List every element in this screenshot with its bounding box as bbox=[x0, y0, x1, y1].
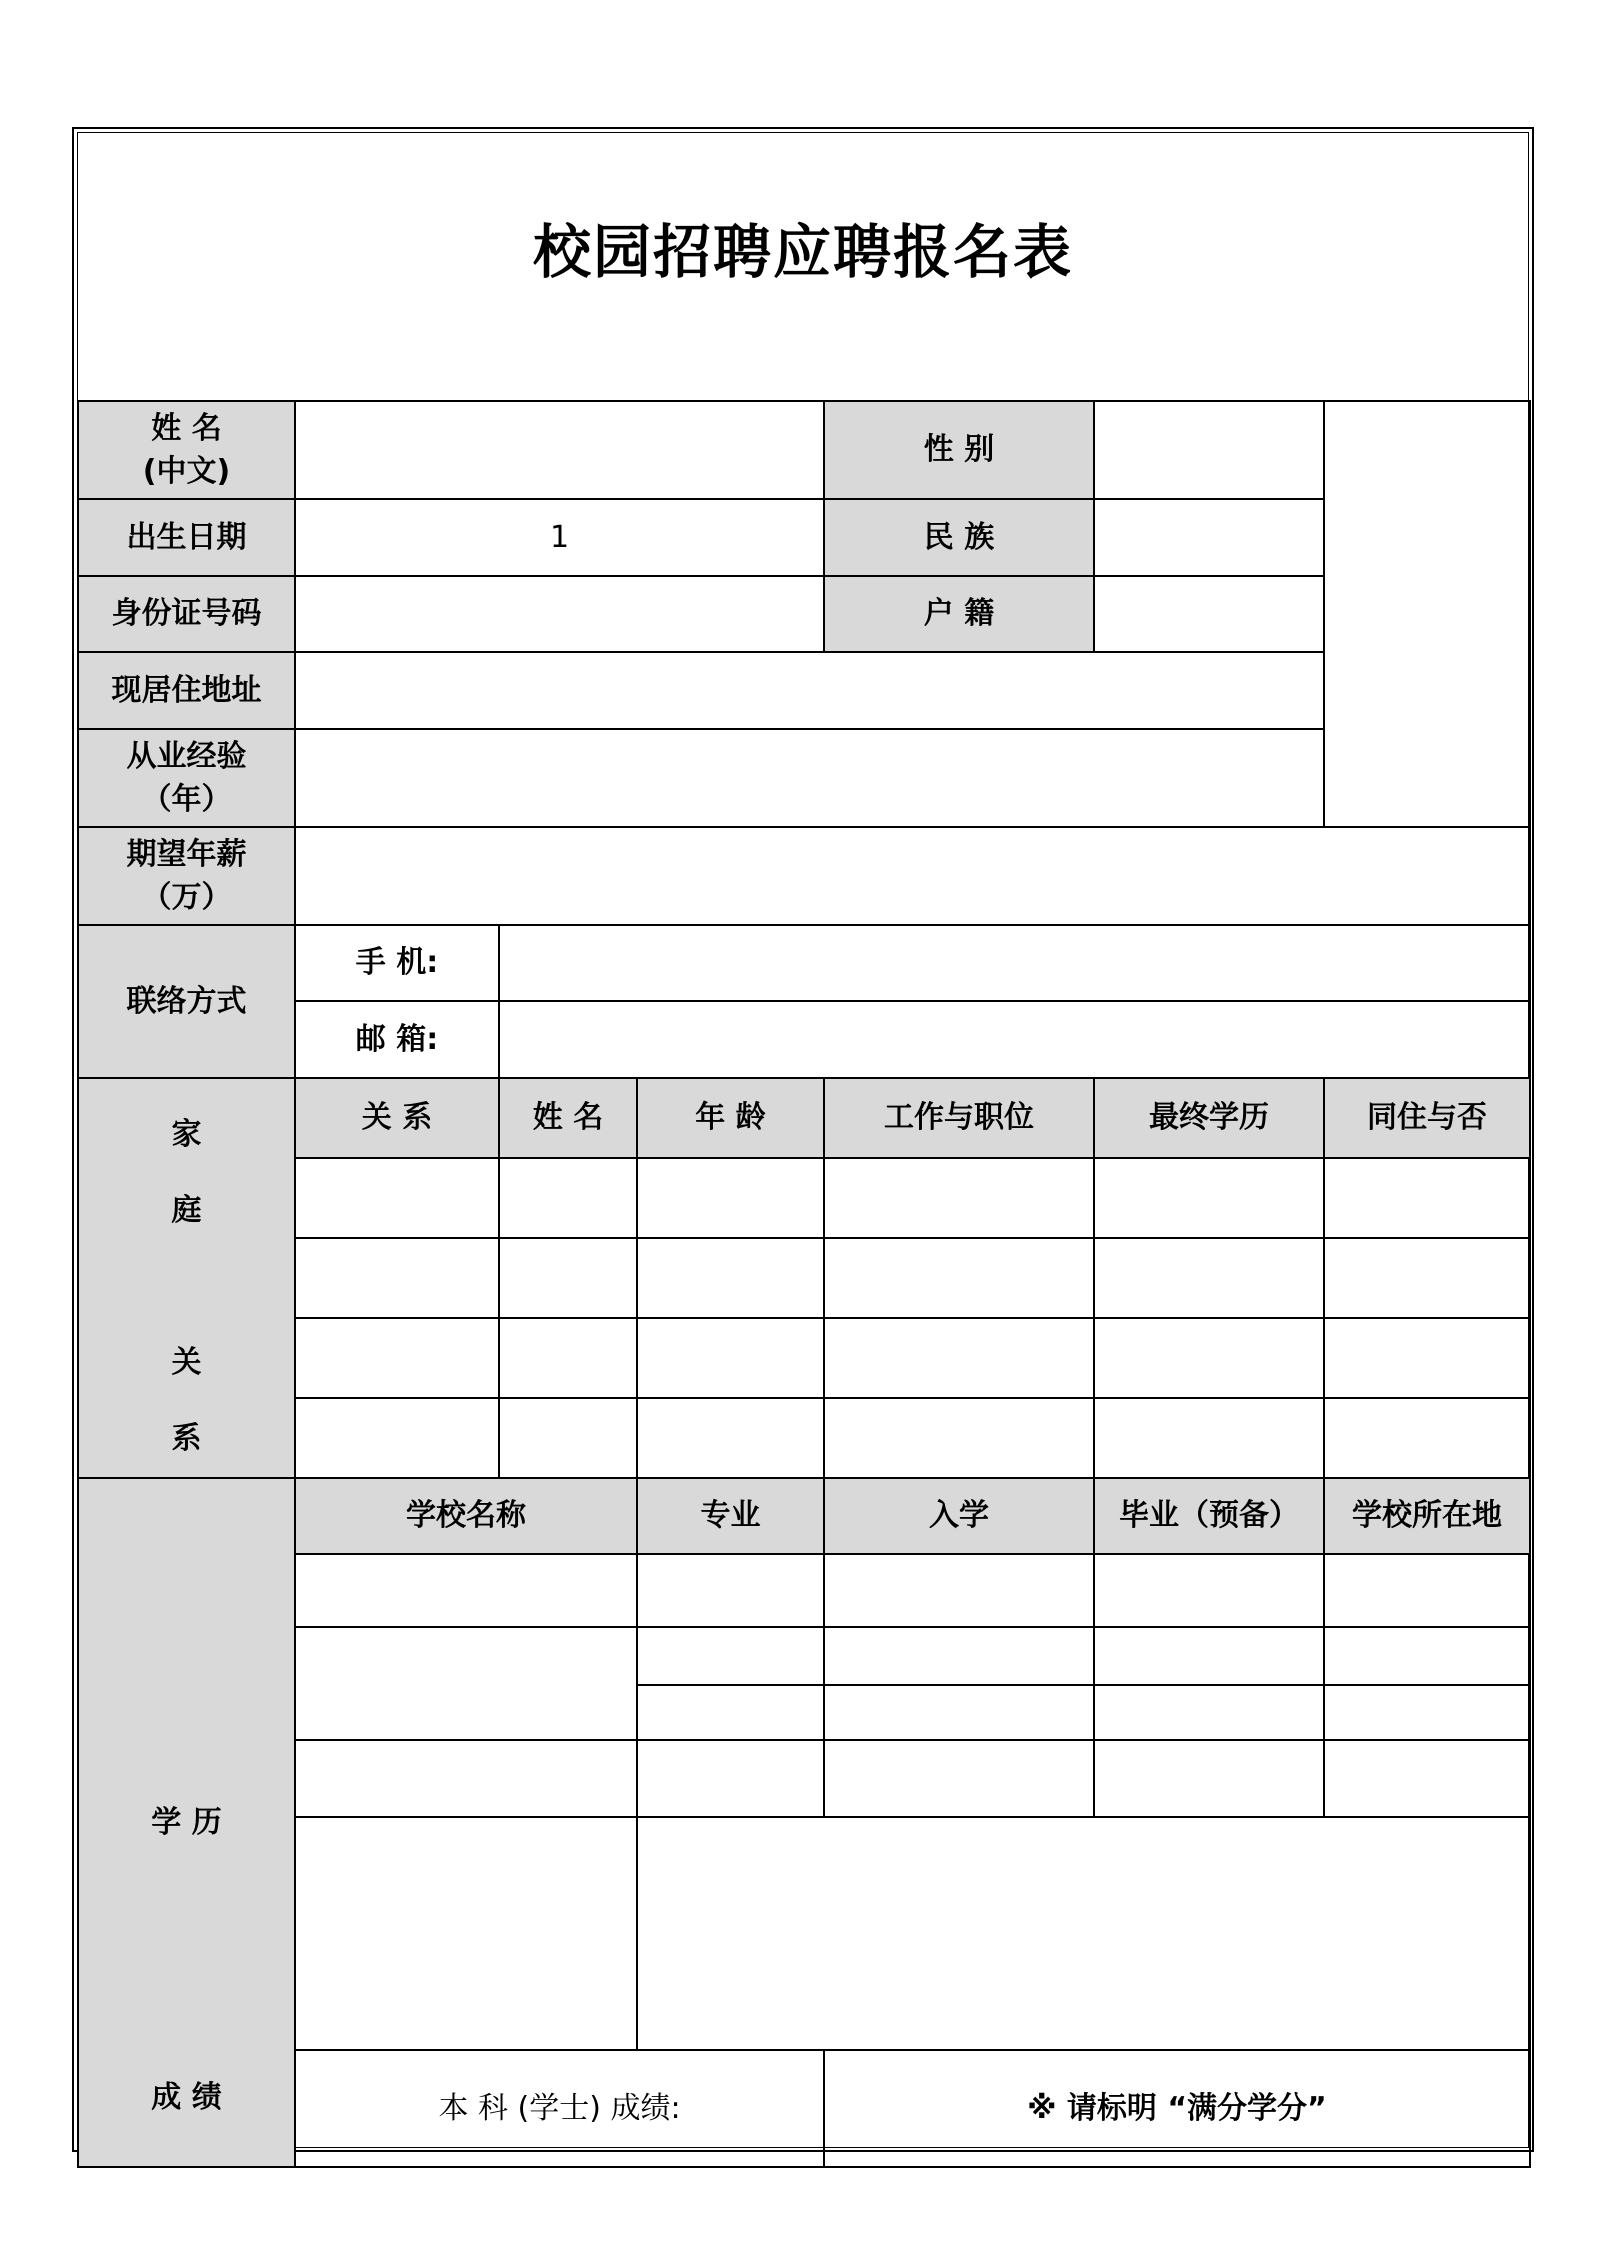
family-header-relation: 关 系 bbox=[295, 1078, 499, 1158]
edu-cell[interactable] bbox=[1094, 1685, 1324, 1740]
family-cell[interactable] bbox=[637, 1398, 824, 1478]
salary-label bbox=[78, 827, 295, 925]
edu-header-major: 专业 bbox=[637, 1478, 824, 1554]
contact-label: 联络方式 bbox=[78, 925, 295, 1078]
family-char-1: 家 bbox=[171, 1117, 202, 1152]
family-header-cohabit: 同住与否 bbox=[1324, 1078, 1530, 1158]
photo-area[interactable] bbox=[1324, 401, 1530, 827]
phone-field[interactable] bbox=[499, 925, 1530, 1001]
family-cell[interactable] bbox=[824, 1158, 1094, 1239]
family-char-4: 系 bbox=[171, 1421, 202, 1456]
education-row bbox=[78, 1627, 1530, 1685]
hukou-label: 户 籍 bbox=[824, 576, 1094, 652]
edu-header-school: 学校名称 bbox=[295, 1478, 637, 1554]
name-label-line1: 姓 名 bbox=[151, 410, 222, 446]
family-cell[interactable] bbox=[1094, 1318, 1324, 1399]
name-field[interactable] bbox=[295, 401, 824, 499]
edu-cell[interactable] bbox=[1094, 1554, 1324, 1627]
experience-label-line2: （年） bbox=[141, 782, 232, 817]
education-extra-row bbox=[78, 1817, 1530, 2050]
edu-cell[interactable] bbox=[637, 1740, 824, 1817]
family-cell[interactable] bbox=[499, 1238, 637, 1318]
phone-label: 手 机: bbox=[295, 925, 499, 1001]
ethnicity-field[interactable] bbox=[1094, 499, 1324, 576]
experience-label-line1: 从业经验 bbox=[126, 738, 247, 774]
hukou-field[interactable] bbox=[1094, 576, 1324, 652]
edu-cell[interactable] bbox=[824, 1627, 1094, 1685]
family-cell[interactable] bbox=[295, 1398, 499, 1478]
salary-label-line1: 期望年薪 bbox=[126, 836, 247, 872]
edu-header-location: 学校所在地 bbox=[1324, 1478, 1530, 1554]
email-field[interactable] bbox=[499, 1001, 1530, 1078]
family-header-name: 姓 名 bbox=[499, 1078, 637, 1158]
edu-extra-left[interactable] bbox=[295, 1817, 637, 2050]
family-row bbox=[78, 1238, 1530, 1318]
family-row bbox=[78, 1318, 1530, 1399]
family-row bbox=[78, 1398, 1530, 1478]
edu-cell[interactable] bbox=[637, 1554, 824, 1627]
address-label: 现居住地址 bbox=[78, 652, 295, 729]
edu-cell[interactable] bbox=[824, 1554, 1094, 1627]
family-cell[interactable] bbox=[1324, 1158, 1530, 1239]
gender-label: 性 别 bbox=[824, 401, 1094, 499]
name-label-line2: (中文) bbox=[142, 454, 231, 489]
name-label bbox=[78, 401, 295, 499]
edu-cell[interactable] bbox=[824, 1740, 1094, 1817]
family-cell[interactable] bbox=[1324, 1238, 1530, 1318]
family-cell[interactable] bbox=[1324, 1318, 1530, 1399]
edu-cell[interactable] bbox=[637, 1627, 824, 1685]
family-cell[interactable] bbox=[499, 1398, 637, 1478]
application-form-table bbox=[77, 400, 1531, 2168]
family-cell[interactable] bbox=[824, 1398, 1094, 1478]
family-cell[interactable] bbox=[295, 1318, 499, 1399]
family-char-3: 关 bbox=[171, 1345, 202, 1380]
id-number-label: 身份证号码 bbox=[78, 576, 295, 652]
edu-cell[interactable] bbox=[824, 1685, 1094, 1740]
edu-cell[interactable] bbox=[1324, 1554, 1530, 1627]
edu-cell[interactable] bbox=[295, 1627, 637, 1740]
grades-label: 成 绩 bbox=[79, 2037, 294, 2150]
birth-date-label: 出生日期 bbox=[78, 499, 295, 576]
grades-text: 本 科 (学士) 成绩: bbox=[295, 2050, 824, 2167]
salary-label-line2: （万） bbox=[141, 880, 232, 915]
experience-label bbox=[78, 729, 295, 827]
family-cell[interactable] bbox=[1094, 1398, 1324, 1478]
family-cell[interactable] bbox=[637, 1318, 824, 1399]
family-cell[interactable] bbox=[1094, 1238, 1324, 1318]
family-header-education: 最终学历 bbox=[1094, 1078, 1324, 1158]
edu-header-graduate: 毕业（预备） bbox=[1094, 1478, 1324, 1554]
edu-header-enroll: 入学 bbox=[824, 1478, 1094, 1554]
grades-note: ※ 请标明 “满分学分” bbox=[824, 2050, 1530, 2167]
family-cell[interactable] bbox=[499, 1318, 637, 1399]
edu-cell[interactable] bbox=[1324, 1627, 1530, 1685]
family-cell[interactable] bbox=[1094, 1158, 1324, 1239]
family-cell[interactable] bbox=[824, 1238, 1094, 1318]
family-header-job: 工作与职位 bbox=[824, 1078, 1094, 1158]
email-label: 邮 箱: bbox=[295, 1001, 499, 1078]
family-label bbox=[78, 1078, 295, 1478]
family-cell[interactable] bbox=[824, 1318, 1094, 1399]
edu-cell[interactable] bbox=[1094, 1627, 1324, 1685]
address-field[interactable] bbox=[295, 652, 1324, 729]
family-cell[interactable] bbox=[295, 1238, 499, 1318]
family-cell[interactable] bbox=[637, 1158, 824, 1239]
family-row bbox=[78, 1158, 1530, 1239]
edu-cell[interactable] bbox=[295, 1740, 637, 1817]
edu-cell[interactable] bbox=[1324, 1685, 1530, 1740]
education-row bbox=[78, 1554, 1530, 1627]
experience-field[interactable] bbox=[295, 729, 1324, 827]
page-title: 校园招聘应聘报名表 bbox=[532, 218, 1073, 286]
ethnicity-label: 民 族 bbox=[824, 499, 1094, 576]
family-char-2: 庭 bbox=[171, 1193, 202, 1228]
family-cell[interactable] bbox=[1324, 1398, 1530, 1478]
edu-cell[interactable] bbox=[1324, 1740, 1530, 1817]
family-header-age: 年 龄 bbox=[637, 1078, 824, 1158]
gender-field[interactable] bbox=[1094, 401, 1324, 499]
edu-extra-right[interactable] bbox=[637, 1817, 1530, 2050]
birth-date-field[interactable]: 1 bbox=[295, 499, 824, 576]
salary-field[interactable] bbox=[295, 827, 1530, 925]
edu-cell[interactable] bbox=[295, 1554, 637, 1627]
edu-cell[interactable] bbox=[637, 1685, 824, 1740]
family-cell[interactable] bbox=[637, 1238, 824, 1318]
id-number-field[interactable] bbox=[295, 576, 824, 652]
education-row bbox=[78, 1740, 1530, 1817]
family-cell[interactable] bbox=[499, 1158, 637, 1239]
education-label: 学 历 bbox=[78, 1478, 295, 2167]
edu-cell[interactable] bbox=[1094, 1740, 1324, 1817]
family-cell[interactable] bbox=[295, 1158, 499, 1239]
